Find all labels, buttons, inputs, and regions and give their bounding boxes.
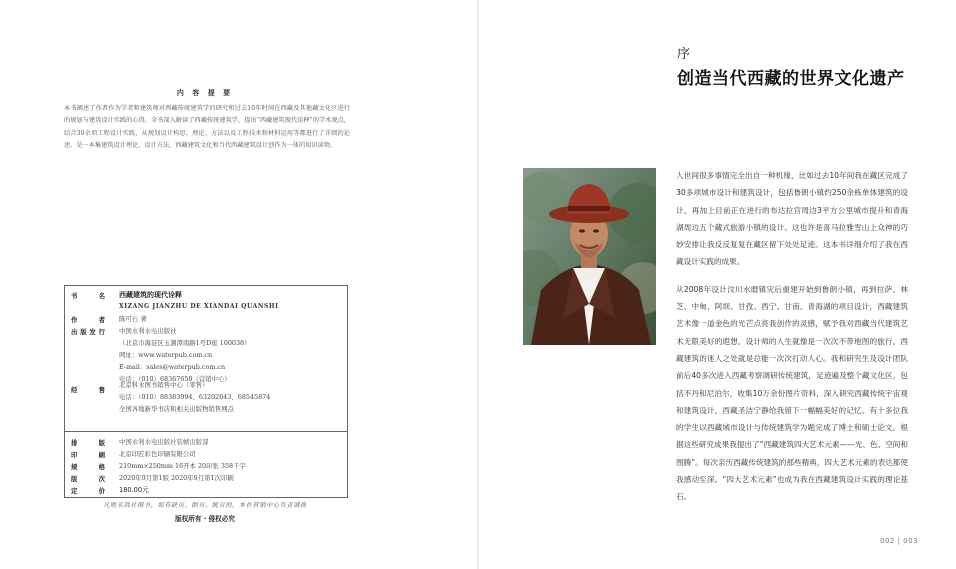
- publisher-name: 中国水利水电出版社: [119, 327, 177, 335]
- row-label: 印 刷: [71, 451, 105, 459]
- row-label: 定 价: [71, 487, 105, 495]
- table-divider: [65, 431, 347, 432]
- specification-value: 210mm×250mm 16开本 20印张 358千字: [119, 462, 246, 470]
- distributor-phone: 电话：（010）88383994、63202643、68545874: [119, 393, 271, 401]
- book-title: 西藏建筑的现代诠释: [119, 290, 182, 299]
- row-label: 规 格: [71, 463, 105, 471]
- preface-paragraph: 从2008年设计汶川水磨镇灾后重建开始到鲁朗小镇，再到拉萨、林芝、中甸、阿坝、甘孜、西宁、甘南、青海湖的项目设计，西藏建筑艺术像一道金色的光芒点亮我创作的灵感，赋予我对西藏当代建筑艺术无限美好的遐想。设计师的人生就像是一次次不带地图的旅行，西藏建筑的迷人之处就是总能一次次打动人心。我和研究生及设计团队前后40多次进入西藏考察调研传统建筑，足迹遍及整个藏文化区，包括不丹和尼泊尔，收集10万余份图片资料，深入研究西藏传统宇宙观和建筑设计，西藏圣洁宁静给我留下一幅幅美好的记忆。有十多位我的学生以西藏城市设计与传统建筑学为题完成了博士和硕士论文。根据这些研究成果我提出了“西藏建筑四大艺术元素——光、色、空间和图腾”。每次亲历西藏传统建筑的那些精典，四大艺术元素的表达都使我感动至深。“四大艺术元素”也成为我在西藏建筑设计实践的理论基石。: [676, 284, 908, 502]
- distributor-name: 北京科水图书销售中心（零售）: [119, 381, 209, 389]
- page-gutter: [477, 0, 479, 569]
- row-label: 版 次: [71, 475, 105, 483]
- book-title-pinyin: XIZANG JIANZHU DE XIANDAI QUANSHI: [119, 303, 279, 310]
- publisher-website: 网址：www.waterpub.com.cn: [119, 351, 213, 359]
- row-value: [119, 472, 345, 484]
- row-value: [119, 325, 345, 385]
- row-value: [119, 484, 345, 496]
- author-value: 陈可石 著: [119, 315, 147, 323]
- summary-title: 内 容 提 要: [176, 88, 234, 97]
- row-value: [119, 436, 345, 448]
- row-label: 作 者: [71, 316, 105, 324]
- portrait-illustration: [523, 168, 656, 345]
- row-value: [119, 448, 345, 460]
- preface-paragraph: 人世间很多事情完全出自一种机缘，比如过去10年间我在藏区完成了30多项城市设计和建筑设计，包括鲁朗小镇约250余栋单体建筑的设计，再加上目前正在进行的布达拉宫周边3平方公里城市提升和青海湖周边五个藏式旅游小镇的设计。这也许是喜马拉雅雪山上众神的巧妙安排让我反反复复在藏区留下处处足迹。这本书详细介绍了我在西藏设计实践的成果。: [676, 171, 908, 267]
- publisher-email: E-mail：sales@waterpub.com.cn: [119, 363, 226, 371]
- row-value: [119, 460, 345, 472]
- preface-text: [676, 167, 908, 516]
- typesetting-value: 中国水利水电出版社装帧出版部: [119, 438, 209, 446]
- price-value: 180.00元: [119, 486, 149, 494]
- row-value: [119, 379, 345, 415]
- page-numbers: 002 | 003: [880, 537, 919, 545]
- row-label: 经 售: [71, 386, 105, 394]
- edition-value: 2020年9月第1版 2020年9月第1次印刷: [119, 474, 234, 482]
- preface-title: 创造当代西藏的世界文化遗产: [677, 69, 905, 89]
- author-portrait-photo: [523, 168, 656, 345]
- row-label: 出版发行: [71, 328, 105, 336]
- publisher-address: （北京市海淀区玉渊潭南路1号D座 100038）: [119, 339, 251, 347]
- row-label: 书 名: [71, 292, 105, 300]
- rights-reserved: 版权所有 · 侵权必究: [175, 515, 235, 523]
- row-value: [119, 289, 345, 313]
- row-label: 排 版: [71, 439, 105, 447]
- publisher-phone: 电话：（010）68367658（营销中心）: [119, 375, 231, 383]
- summary-body: 本书阐述了作者作为学者和建筑师对西藏传统建筑学的研究和过去10年时间在西藏及其他藏文化区进行的规划与建筑设计实践的心得，全书深入解读了西藏传统建筑学，提出“西藏建筑现代诠释”的学术观点，结合30余项工程设计实践，从规划设计构思、理论、方法以及工程技术和材料运用等都进行了详细的论述。是一本集建筑设计理论、设计方法、西藏建筑文化和当代西藏建筑设计创作为一体的知识读物。: [64, 105, 350, 149]
- distributor-network: 全国各地新华书店和相关出版物销售网点: [119, 405, 235, 413]
- preface-label: 序: [677, 47, 691, 62]
- row-value: [119, 313, 345, 325]
- printing-value: 北京印匠彩色印刷有限公司: [119, 450, 196, 458]
- copyright-info-table: [64, 285, 348, 498]
- replacement-notice: 凡购买我社图书，如有缺页、倒页、脱页的，本社营销中心负责调换: [103, 502, 307, 509]
